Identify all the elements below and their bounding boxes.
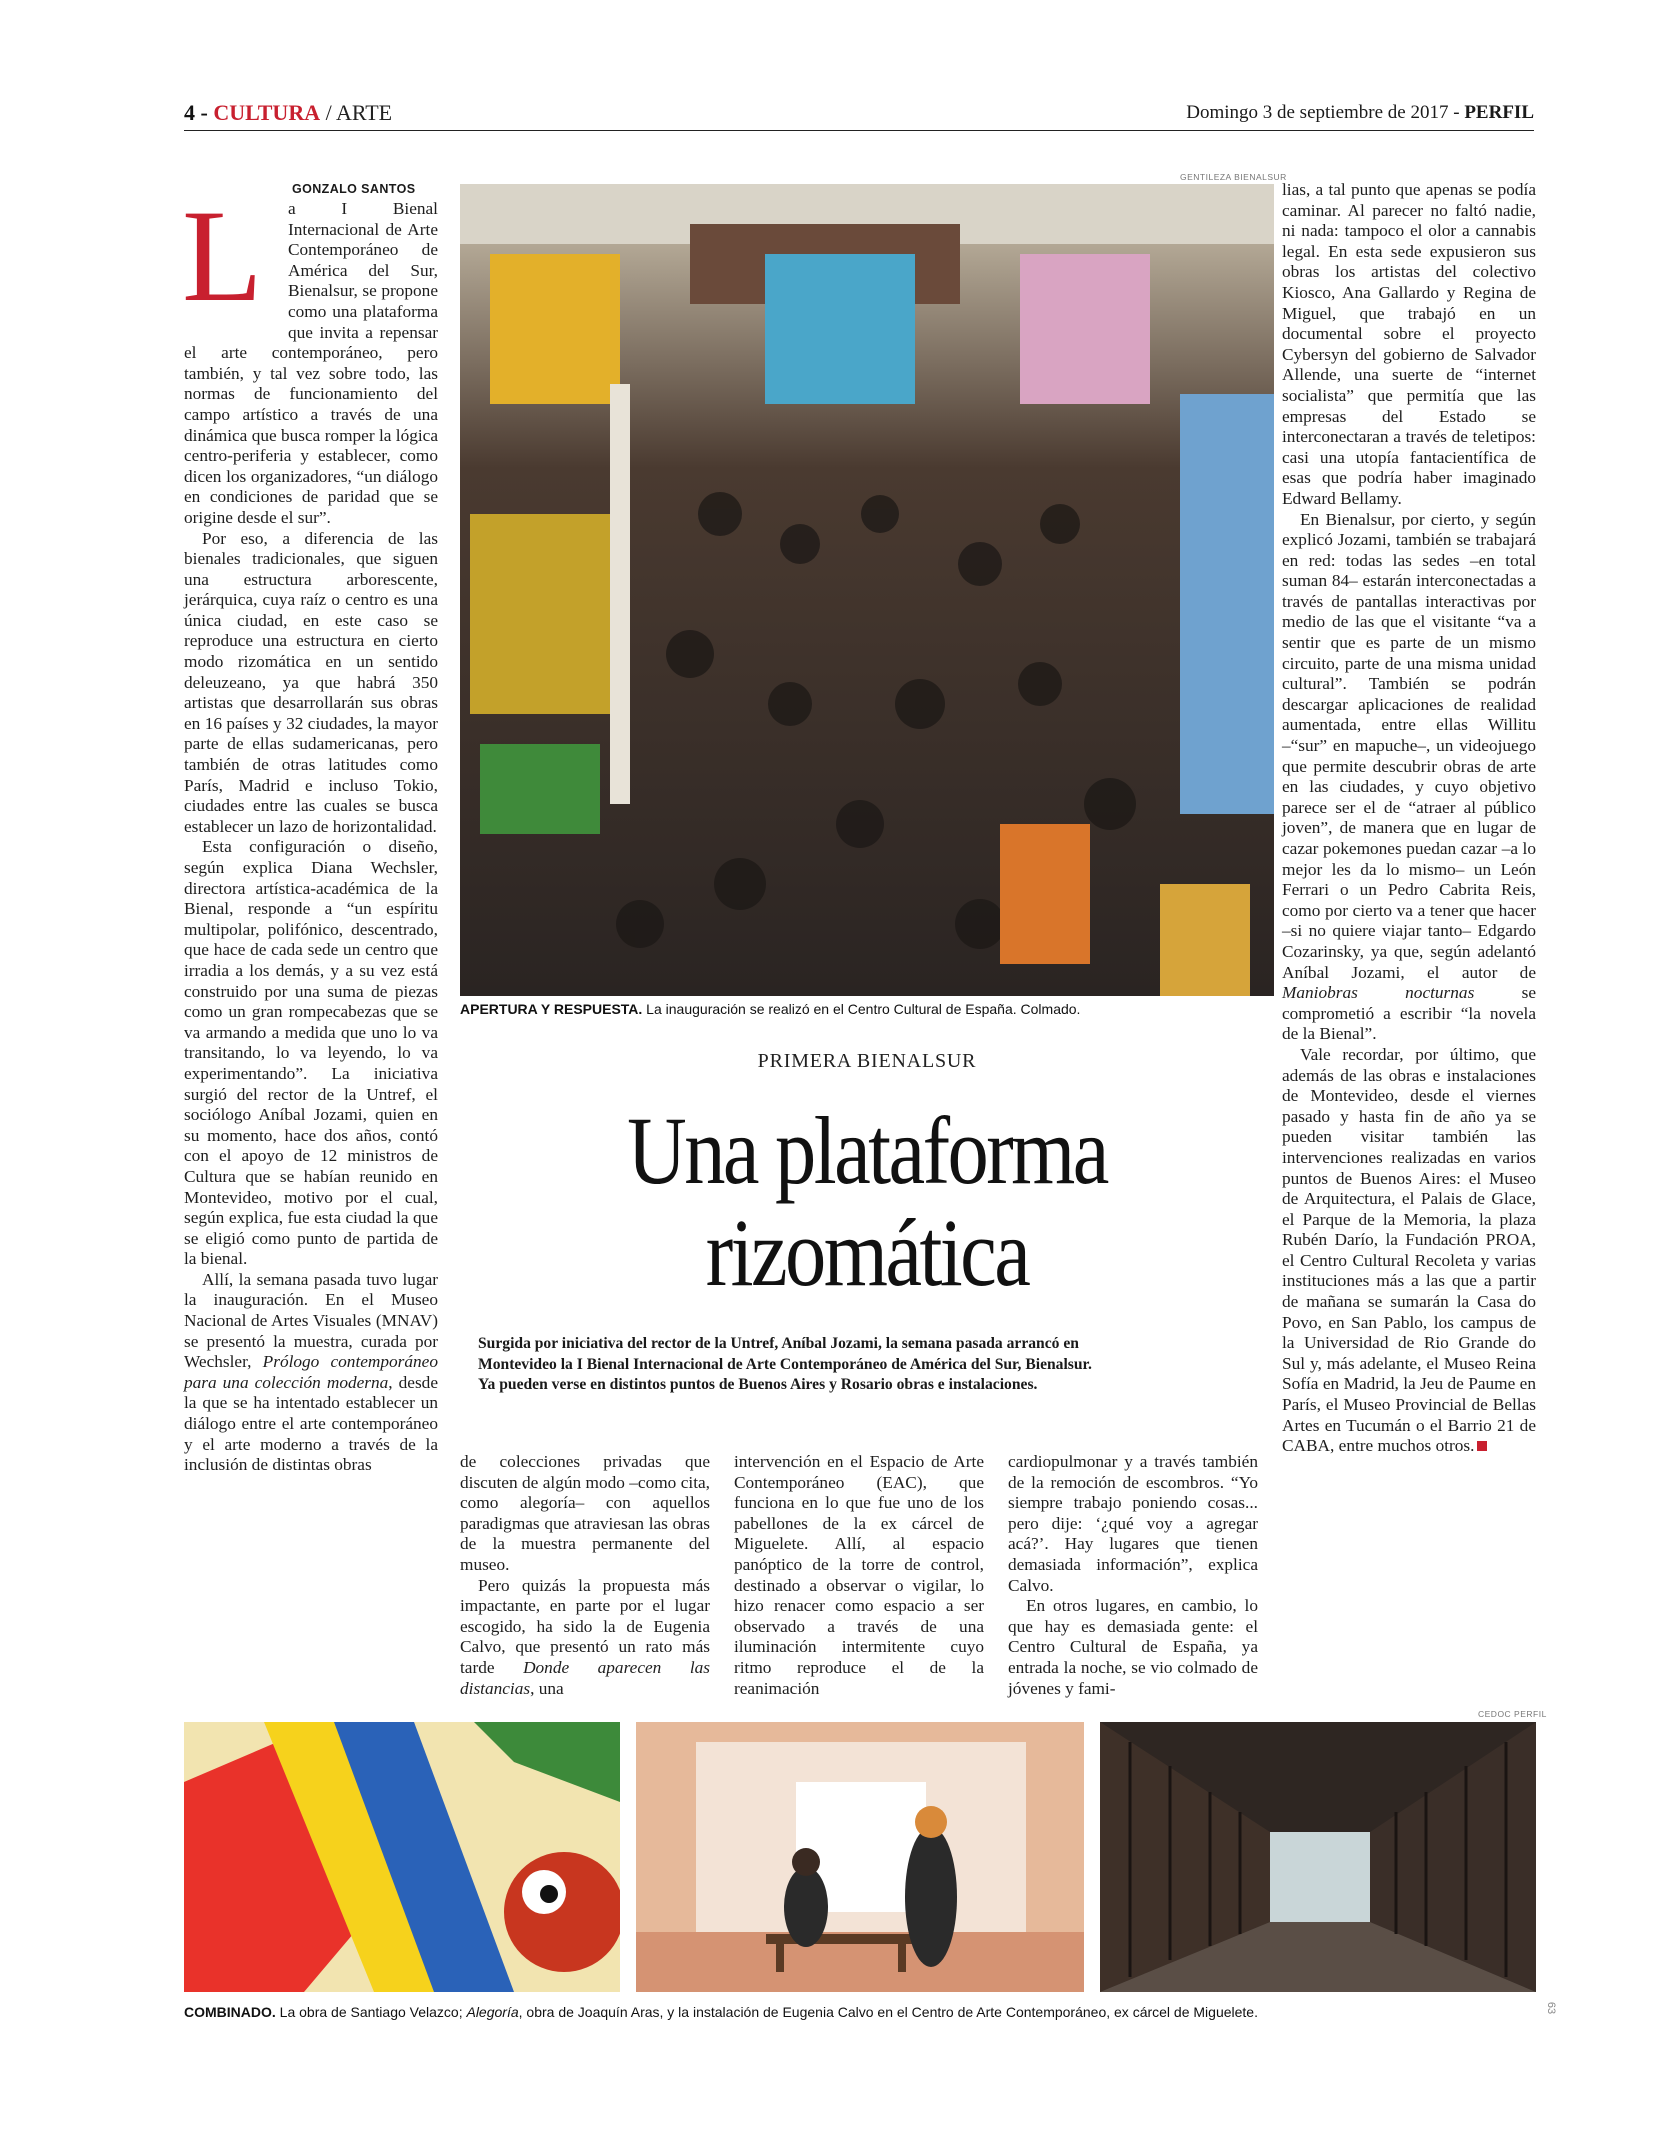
page-number-label: 4 - bbox=[184, 100, 208, 125]
headline-line-2: rizomática bbox=[705, 1199, 1029, 1306]
lede-line: Montevideo la I Bienal Internacional de Arte Contemporáneo de América del Sur, Bienalsur. bbox=[478, 1355, 1092, 1373]
photo-miguelete-prison bbox=[1100, 1722, 1536, 1992]
artwork-image bbox=[184, 1722, 620, 1992]
main-photo bbox=[460, 184, 1274, 996]
lede-line: Ya pueden verse en distintos puntos de Buenos Aires y Rosario obras e instalaciones. bbox=[478, 1376, 1038, 1393]
kicker: PRIMERA BIENALSUR bbox=[757, 1050, 977, 1072]
paragraph: cardiopulmonar y a través también de la remoción de escombros. “Yo siempre trabajo poniendo cosas... pero dije: ‘¿qué voy a agregar acá?’. Hay lugares que tienen demasiada información”, explica Calvo. bbox=[1008, 1452, 1258, 1595]
section-label bbox=[184, 100, 392, 126]
headline bbox=[517, 1097, 1217, 1306]
lede-line: Surgida por iniciativa del rector de la Untref, Aníbal Jozami, la semana pasada arrancó en bbox=[478, 1335, 1079, 1352]
bottom-photos-caption: COMBINADO. La obra de Santiago Velazco; Alegoría, obra de Joaquín Aras, y la instalación de Eugenia Calvo en el Centro de Arte Contemporáneo, ex cárcel de Miguelete. bbox=[184, 2004, 1258, 2020]
article-column-4 bbox=[1008, 1452, 1258, 1699]
paragraph: Vale recordar, por último, que además de las obras e instalaciones de Montevideo, desde el viernes pasado y hasta fin de año ya se pueden visitar también las intervenciones realizadas en varios puntos de Buenos Aires: el Museo de Arquitectura, el Palais de Glace, el Parque de la Memoria, la plaza Rubén Darío, la Fundación PROA, el Centro Cultural Recoleta y varias instituciones más a las que a partir de mañana se sumarán la Casa do Povo, en San Pablo, los campus de la Universidad de Rio Grande do Sul y, más adelante, el Museo Reina Sofía en Madrid, la Jeu de Paume en París, el Museo Provincial de Bellas Artes en Tucumán o el Barrio 21 de CABA, entre muchos otros. bbox=[1282, 1044, 1536, 1456]
paragraph: Allí, la semana pasada tuvo lugar la inauguración. En el Museo Nacional de Artes Visuales (MNAV) se presentó la muestra, curada por Wechsler, Prólogo contemporáneo para una colección moderna, desde la que se ha intentado establecer un diálogo entre el arte contemporáneo y el arte moderno a través de la inclusión de distintas obras bbox=[184, 1269, 438, 1475]
article-column-5 bbox=[1282, 180, 1536, 1700]
paragraph: intervención en el Espacio de Arte Contemporáneo (EAC), que funciona en lo que fue uno de los pabellones de la ex cárcel de Miguelete. Allí, al espacio panóptico de la torre de control, destinado a observar o vigilar, lo hizo renacer como espacio a ser observado a través de una iluminación intermitente cuyo ritmo reproduce el de la reanimación bbox=[734, 1452, 984, 1698]
article-column-2 bbox=[460, 1452, 710, 1699]
article-column-3 bbox=[734, 1452, 984, 1699]
byline: GONZALO SANTOS bbox=[292, 182, 416, 196]
photo-velazco-artwork bbox=[184, 1722, 620, 1992]
corridor-image bbox=[1100, 1722, 1536, 1992]
section-name: CULTURA bbox=[213, 100, 321, 125]
drop-cap: L bbox=[182, 182, 263, 329]
photo-credit: GENTILEZA BIENALSUR bbox=[1180, 172, 1287, 182]
brand-name: PERFIL bbox=[1464, 102, 1534, 123]
photo-aras-alegoria bbox=[636, 1722, 1084, 1992]
main-photo-caption: APERTURA Y RESPUESTA. La inauguración se realizó en el Centro Cultural de España. Colmado. bbox=[460, 1001, 1081, 1017]
installation-image bbox=[636, 1722, 1084, 1992]
page-number: 63 bbox=[1545, 2001, 1558, 2015]
page-header bbox=[184, 100, 1534, 131]
paragraph: de colecciones privadas que discuten de algún modo –como cita, como alegoría– con aquellos paradigmas que atraviesan las obras de la muestra permanente del museo. bbox=[460, 1452, 710, 1574]
subsection-name: / ARTE bbox=[325, 100, 393, 125]
paragraph: En otros lugares, en cambio, lo que hay es demasiada gente: el Centro Cultural de España, ya entrada la noche, se vio colmado de jóvenes y fami- bbox=[1008, 1596, 1258, 1698]
article-column-1 bbox=[184, 199, 438, 1909]
paragraph: lias, a tal punto que apenas se podía caminar. Al parecer no faltó nadie, ni nada: tampoco el olor a cannabis legal. En esta sede expusieron sus obras los artistas del colectivo Kiosco, Ana Gallardo y Regina de Miguel, que trabajó en un documental sobre el proyecto Cybersyn del gobierno de Salvador Allende, una suerte de “internet socialista” que permitía que las empresas del Estado se interconectaran a través de teletipos: casi una utopía fantacientífica de esas que podría haber imaginado Edward Bellamy. bbox=[1282, 180, 1536, 508]
paragraph: Por eso, a diferencia de las bienales tradicionales, que siguen una estructura arborescente, jerárquica, cuya raíz o centro es una única ciudad, en este caso se reproduce una estructura en cierto modo rizomática en un sentido deleuzeano, ya que habrá 350 artistas que desarrollarán sus obras en 16 países y 32 ciudades, la mayor parte de ellas sudamericanas, pero también de otras latitudes como París, Madrid e incluso Tokio, ciudades entre las cuales se busca establecer un lazo de horizontalidad. bbox=[184, 528, 438, 836]
paragraph: Pero quizás la propuesta más impactante, en parte por el lugar escogido, ha sido la de Eugenia Calvo, que presentó un rato más tarde Donde aparecen las distancias, una bbox=[460, 1575, 710, 1698]
date-text: Domingo 3 de septiembre de 2017 - bbox=[1186, 102, 1460, 123]
headline-line-1: Una plataforma bbox=[627, 1097, 1107, 1204]
crowd-photo-image bbox=[460, 184, 1274, 996]
issue-date bbox=[1186, 100, 1534, 126]
lede bbox=[478, 1334, 1258, 1396]
end-mark-icon bbox=[1477, 1441, 1487, 1451]
paragraph: a I Bienal Internacional de Arte Contemporáneo de América del Sur, Bienalsur, se propone como una plataforma que invita a repensar el arte contemporáneo, pero también, y tal vez sobre todo, las normas de funcionamiento del campo artístico a través de una dinámica que busca romper la lógica centro-periferia y establecer, como dicen los organizadores, “un diálogo en condiciones de paridad que se origine desde el sur”. bbox=[184, 199, 438, 527]
bottom-photo-credit: CEDOC PERFIL bbox=[1478, 1709, 1547, 1719]
paragraph: En Bienalsur, por cierto, y según explicó Jozami, también se trabajará en red: todas las sedes –en total suman 84– estarán interconectadas a través de pantallas interactivas por medio de las que el visitante “va a sentir que es parte de un mismo circuito, parte de una misma unidad cultural”. También se podrán descargar aplicaciones de realidad aumentada, entre ellas Willitu –“sur” en mapuche–, un videojuego que permite descubrir obras de arte en las ciudades, y cuyo objetivo parece ser el de “atraer al público joven”, de manera que en lugar de cazar pokemones puedan cazar –a lo mejor les da lo mismo– un León Ferrari o un Pedro Cabrita Reis, como por cierto va a tener que hacer –si no quiere viajar tanto– Edgardo Cozarinsky, ya que, según adelantó Aníbal Jozami, el autor de Maniobras nocturnas se comprometió a escribir “la novela de la Bienal”. bbox=[1282, 509, 1537, 1044]
paragraph: Esta configuración o diseño, según explica Diana Wechsler, directora artística-académica de la Bienal, responde a “un espíritu multipolar, polifónico, descentrado, que hace de cada sede un centro que irradia a los demás, y a su vez está construido por una suma de piezas como un gran rompecabezas que se va armando a medida que uno lo va transitando, lo va leyendo, lo va experimentando”. La iniciativa surgió del rector de la Untref, el sociólogo Aníbal Jozami, quien en su momento, hace dos años, contó con el apoyo de 12 ministros de Cultura que se habían reunido en Montevideo, motivo por el cual, según explica, fue esta ciudad la que se eligió como punto de partida de la bienal. bbox=[184, 837, 438, 1269]
